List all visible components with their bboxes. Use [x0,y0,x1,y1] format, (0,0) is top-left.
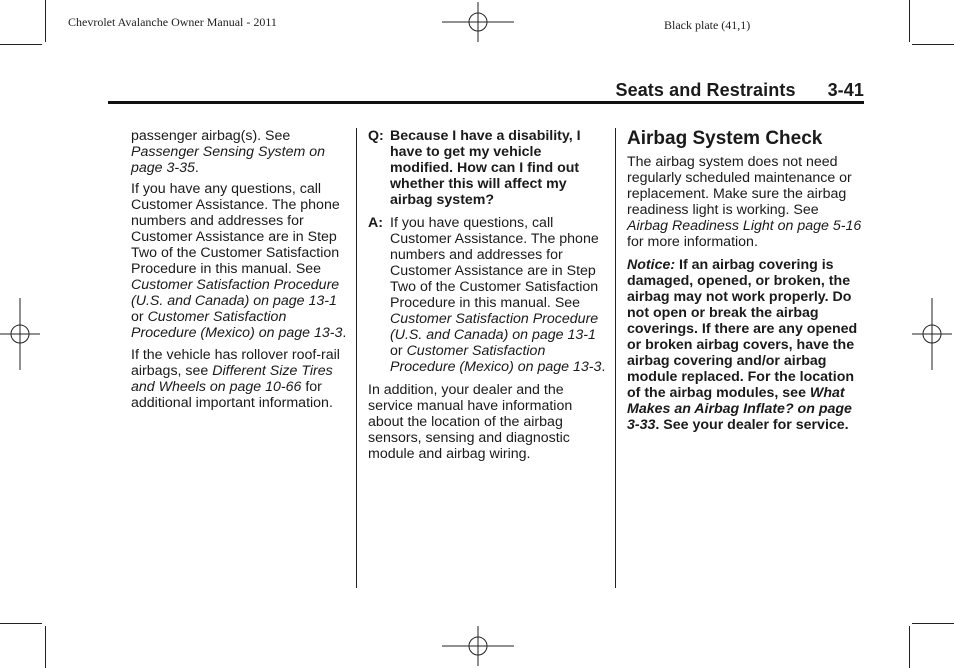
crop-mark [45,626,46,668]
page-number: 3-41 [827,80,864,100]
registration-mark-top [442,2,514,42]
registration-mark-right [912,298,952,370]
answer-text: If you have questions, call Customer Assistance. The phone numbers and addresses for Customer Assistance are in Step Two of the Customer Satisfaction Procedure in this manual. See Customer Satisfaction Procedure (U.S. and Canada) on page 13-1 or Customer Satisfaction Procedure (Mexico) on page 13-3. [390,215,606,375]
running-header [615,80,864,101]
cross-reference: Different Size Tires and Wheels on page 10-66 [131,363,333,395]
section-title: Seats and Restraints [615,80,796,100]
crop-mark [45,0,46,42]
question-text: Because I have a disability, I have to get my vehicle modified. How can I find out whether this will affect my airbag system? [390,128,581,208]
cross-reference: What Makes an Airbag Inflate? on page 3-33 [627,385,852,433]
cross-reference: Passenger Sensing System on page 3-35 [131,144,326,176]
paragraph: passenger airbag(s). See Passenger Sensing System on page 3-35. [131,128,326,176]
column-1 [131,128,349,417]
cross-reference: Airbag Readiness Light on page 5-16 [627,218,862,234]
column-2 [368,128,606,468]
question-label: Q: [368,128,384,144]
cross-reference: Customer Satisfaction Procedure (Mexico) on page 13-3 [131,309,343,341]
answer-label: A: [368,215,383,231]
question [368,128,606,208]
plate-label: Black plate (41,1) [664,18,751,32]
crop-mark [0,44,42,45]
registration-mark-left [0,298,40,370]
paragraph: If you have any questions, call Customer Assistance. The phone numbers and addresses for Customer Assistance are in Step Two of the Customer Satisfaction Procedure in this manual. See Customer Satisfaction Procedure (U.S. and Canada) on page 13-1 or Customer Satisfaction Procedure (Mexico) on page 13-3. [131,181,347,341]
crop-mark [912,623,954,624]
paragraph: In addition, your dealer and the service manual have information about the location of the airbag sensors, sensing and diagnostic module and airbag wiring. [368,382,573,462]
cross-reference: Customer Satisfaction Procedure (Mexico) on page 13-3 [390,343,602,375]
cross-reference: Customer Satisfaction Procedure (U.S. and Canada) on page 13-1 [390,311,599,343]
header-rule [108,101,864,104]
crop-mark [909,0,910,42]
paragraph: The airbag system does not need regularly scheduled maintenance or replacement. Make sure the airbag readiness light is working. See Airbag Readiness Light on page 5-16 for more information. [627,154,862,250]
column-3 [627,128,863,439]
column-divider [615,128,616,588]
crop-mark [912,44,954,45]
notice-paragraph: Notice: If an airbag covering is damaged, opened, or broken, the airbag may not work properly. Do not open or break the airbag coverings. If there are any opened or broken airbag covers, have the airbag covering and/or airbag module replaced. For the location of the airbag modules, see What Makes an Airbag Inflate? on page 3-33. See your dealer for service. [627,257,858,433]
crop-mark [0,623,42,624]
registration-mark-bottom [442,626,514,666]
crop-mark [909,626,910,668]
paragraph: If the vehicle has rollover roof-rail airbags, see Different Size Tires and Wheels on page 10-66 for additional important information. [131,347,340,411]
section-heading: Airbag System Check [627,128,823,149]
column-divider [356,128,357,588]
cross-reference: Customer Satisfaction Procedure (U.S. and Canada) on page 13-1 [131,277,340,309]
notice-label: Notice: [627,257,676,273]
answer [368,215,606,375]
manual-name: Chevrolet Avalanche Owner Manual - 2011 [68,15,277,29]
